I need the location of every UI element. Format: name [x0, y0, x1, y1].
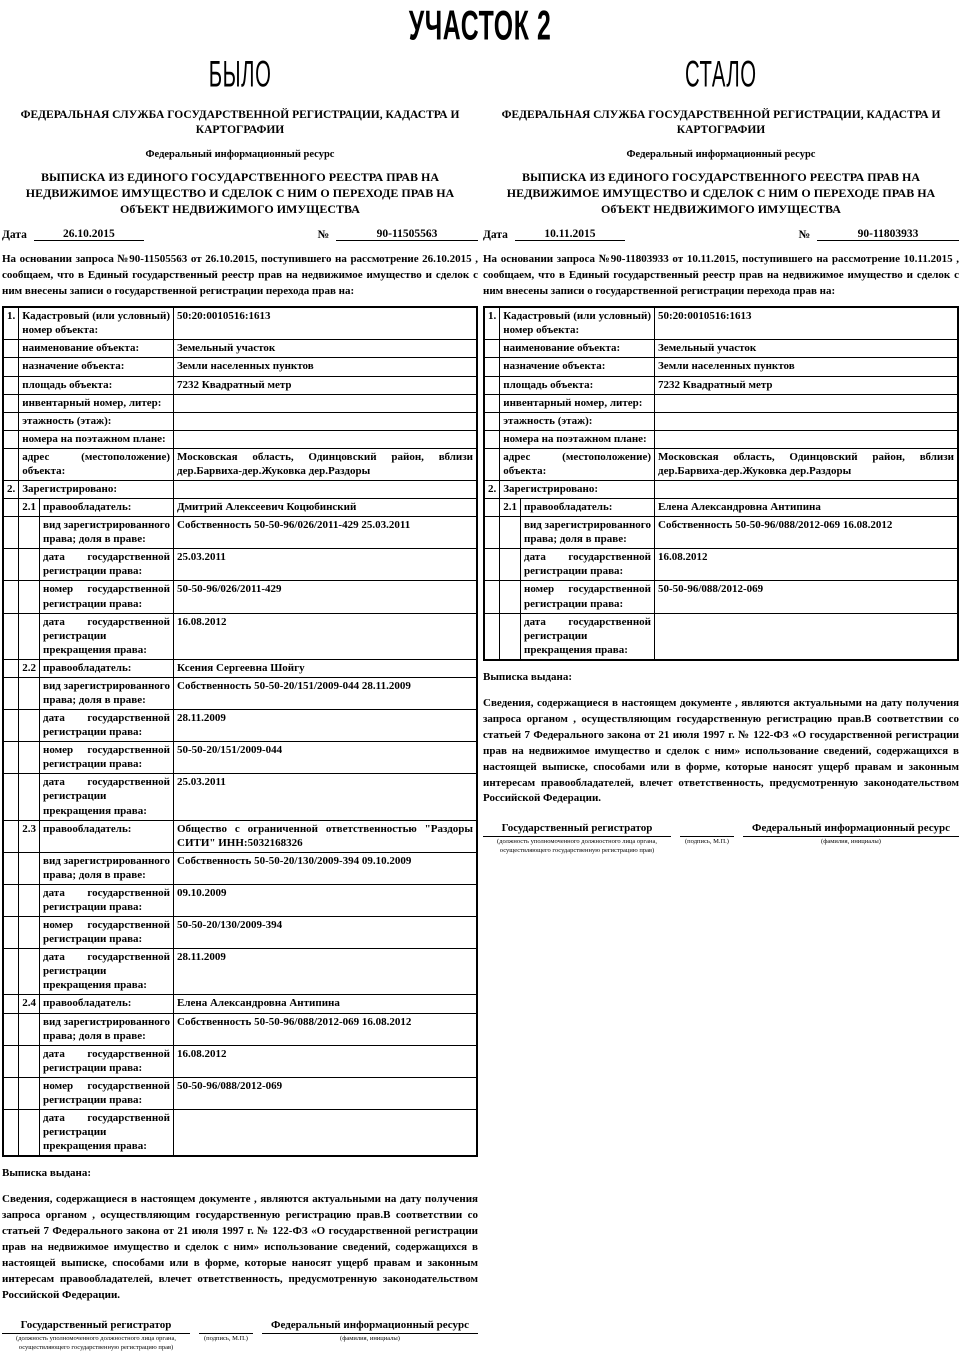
row-label: номера на поэтажном плане: — [19, 430, 174, 448]
row-subnumber: 2.2 — [19, 659, 40, 677]
row-value: 50-50-20/130/2009-394 — [174, 917, 478, 949]
comparison-columns — [0, 50, 960, 1352]
date-label: Дата — [483, 229, 508, 242]
row-subnumber: 2.3 — [19, 820, 40, 852]
row-value: 7232 Квадратный метр — [174, 376, 478, 394]
row-label: вид зарегистрированного права; доля в праве: — [40, 852, 174, 884]
legal-paragraph: Сведения, содержащиеся в настоящем документе , являются актуальными на дату получения запроса органом , осуществляющим государственную регистрацию прав.В соответствии со статьей 7 Федерального закона от 21 июля 1997 г. № 122-ФЗ «О государственной регистрации прав на недвижимое имущество и сделок с ним» использование сведений, содержащихся в настоящей выписке, способами или в форме, которые наносят ущерб правам и законным интересам правообладателей, влечет ответственность, предусмотренную законодательством Российской Федерации. — [2, 1193, 478, 1301]
number-value: 90-11505563 — [336, 228, 478, 241]
document-title: ВЫПИСКА ИЗ ЕДИНОГО ГОСУДАРСТВЕННОГО РЕЕСТРА ПРАВ НА НЕДВИЖИМОЕ ИМУЩЕСТВО И СДЕЛОК С НИМ О ПЕРЕХОДЕ ПРАВ НА ОбЪЕКТ НЕДВИЖИМОГО ИМУЩЕСТВА — [25, 169, 455, 216]
row-label: наименование объекта: — [19, 340, 174, 358]
document-title: ВЫПИСКА ИЗ ЕДИНОГО ГОСУДАРСТВЕННОГО РЕЕСТРА ПРАВ НА НЕДВИЖИМОЕ ИМУЩЕСТВО И СДЕЛОК С НИМ О ПЕРЕХОДЕ ПРАВ НА ОбЪЕКТ НЕДВИЖИМОГО ИМУЩЕСТВА — [506, 169, 936, 216]
row-value: 50-50-96/026/2011-429 — [174, 581, 478, 613]
row-label: адрес (местоположение) объекта: — [500, 448, 655, 480]
row-label: правообладатель: — [40, 820, 174, 852]
resource-signature-line: Федеральный информационный ресурс — [262, 1319, 478, 1334]
row-label: наименование объекта: — [500, 340, 655, 358]
row-value — [655, 430, 959, 448]
number-label: № — [798, 229, 810, 242]
row-label: номер государственной регистрации права: — [40, 742, 174, 774]
row-label: дата государственной регистрации права: — [521, 549, 655, 581]
row-label: номера на поэтажном плане: — [500, 430, 655, 448]
table-row — [3, 376, 477, 394]
intro-paragraph: На основании запроса №90-11803933 от 10.11.2015, поступившего на рассмотрение 10.11.2015 , сообщаем, что в Единый государственный реестр прав на недвижимое имущество и сделок с ним внесены записи о государственной регистрации перехода прав на: — [483, 253, 959, 297]
registrar-signature-line: Государственный регистратор — [483, 822, 671, 837]
row-value: Земельный участок — [174, 340, 478, 358]
table-row-section — [484, 480, 958, 498]
row-label: дата государственной регистрации прекращения права: — [521, 613, 655, 660]
row-value: Московская область, Одинцовский район, вблизи дер.Барвиха-дер.Жуковка дер.Раздоры — [655, 448, 959, 480]
issued-label: Выписка выдана: — [483, 670, 572, 683]
table-row — [484, 430, 958, 448]
table-row — [3, 949, 477, 995]
row-label: Кадастровый (или условный) номер объекта: — [19, 307, 174, 340]
row-label: дата государственной регистрации права: — [40, 884, 174, 916]
row-value: Московская область, Одинцовский район, вблизи дер.Барвиха-дер.Жуковка дер.Раздоры — [174, 448, 478, 480]
resource-caption: (фамилия, инициалы) — [821, 838, 881, 846]
table-row — [3, 917, 477, 949]
row-value: 25.03.2011 — [174, 549, 478, 581]
table-row — [3, 710, 477, 742]
table-row — [3, 581, 477, 613]
date-value: 10.11.2015 — [515, 228, 625, 241]
row-label: инвентарный номер, литер: — [19, 394, 174, 412]
row-value — [655, 412, 959, 430]
row-label: номер государственной регистрации права: — [40, 1077, 174, 1109]
date-number-row — [2, 228, 478, 241]
row-value: 16.08.2012 — [655, 549, 959, 581]
row-label: номер государственной регистрации права: — [40, 917, 174, 949]
table-row — [484, 448, 958, 480]
table-row — [3, 820, 477, 852]
row-value: Собственность 50-50-20/151/2009-044 28.11.2009 — [174, 677, 478, 709]
table-row — [484, 517, 958, 549]
resource-name: Федеральный информационный ресурс — [626, 148, 816, 160]
agency-name: ФЕДЕРАЛЬНАЯ СЛУЖБА ГОСУДАРСТВЕННОЙ РЕГИСТРАЦИИ, КАДАСТРА И КАРТОГРАФИИ — [20, 109, 460, 136]
row-value: Елена Александровна Антипина — [174, 995, 478, 1013]
row-label: этажность (этаж): — [19, 412, 174, 430]
registrar-caption: (должность уполномоченного должностного лица органа, осуществляющего государственную регистрацию прав) — [497, 838, 657, 855]
table-row — [3, 394, 477, 412]
number-value: 90-11803933 — [817, 228, 959, 241]
row-subnumber: 2.1 — [19, 499, 40, 517]
row-label: номер государственной регистрации права: — [40, 581, 174, 613]
row-number: 1. — [484, 307, 500, 340]
row-label: вид зарегистрированного права; доля в праве: — [40, 1013, 174, 1045]
row-label: дата государственной регистрации прекращения права: — [40, 1110, 174, 1157]
column-after-heading: СТАЛО — [685, 53, 757, 95]
resource-name: Федеральный информационный ресурс — [145, 148, 335, 160]
number-label: № — [317, 229, 329, 242]
registrar-caption: (должность уполномоченного должностного лица органа, осуществляющего государственную регистрацию прав) — [16, 1334, 176, 1351]
date-number-row — [483, 228, 959, 241]
table-row — [3, 995, 477, 1013]
row-value: 28.11.2009 — [174, 949, 478, 995]
row-label: правообладатель: — [521, 499, 655, 517]
row-label: адрес (местоположение) объекта: — [19, 448, 174, 480]
sign-caption: (подпись, М.П.) — [685, 838, 729, 846]
row-label: правообладатель: — [40, 995, 174, 1013]
issued-label: Выписка выдана: — [2, 1167, 91, 1180]
table-row — [484, 307, 958, 340]
table-row — [484, 358, 958, 376]
row-value: Общество с ограниченной ответственностью "Раздоры СИТИ" ИНН:5032168326 — [174, 820, 478, 852]
row-value — [655, 613, 959, 660]
row-value: Собственность 50-50-96/088/2012-069 16.08.2012 — [655, 517, 959, 549]
row-value — [174, 430, 478, 448]
agency-name: ФЕДЕРАЛЬНАЯ СЛУЖБА ГОСУДАРСТВЕННОЙ РЕГИСТРАЦИИ, КАДАСТРА И КАРТОГРАФИИ — [501, 109, 941, 136]
row-value: Собственность 50-50-96/088/2012-069 16.08.2012 — [174, 1013, 478, 1045]
row-value: 28.11.2009 — [174, 710, 478, 742]
table-row — [3, 1110, 477, 1157]
row-number: 2. — [3, 480, 19, 498]
column-after — [483, 50, 959, 1352]
table-row — [3, 448, 477, 480]
table-row-section — [3, 480, 477, 498]
table-row — [3, 358, 477, 376]
row-label: дата государственной регистрации прекращения права: — [40, 613, 174, 659]
date-value: 26.10.2015 — [34, 228, 144, 241]
row-value: 16.08.2012 — [174, 613, 478, 659]
row-label: вид зарегистрированного права; доля в праве: — [40, 517, 174, 549]
row-value — [174, 1110, 478, 1157]
table-row — [3, 852, 477, 884]
row-value: Елена Александровна Антипина — [655, 499, 959, 517]
row-value: 50-50-20/151/2009-044 — [174, 742, 478, 774]
row-label: вид зарегистрированного права; доля в праве: — [521, 517, 655, 549]
row-value: Земельный участок — [655, 340, 959, 358]
row-label: Зарегистрировано: — [500, 480, 655, 498]
signature-block — [2, 1319, 478, 1352]
sign-line — [680, 822, 734, 837]
page-header — [0, 4, 960, 50]
row-value: Земли населенных пунктов — [174, 358, 478, 376]
row-label: дата государственной регистрации прекращения права: — [40, 949, 174, 995]
row-subnumber: 2.1 — [500, 499, 521, 517]
row-label: дата государственной регистрации права: — [40, 549, 174, 581]
resource-caption: (фамилия, инициалы) — [340, 1334, 400, 1342]
row-label: инвентарный номер, литер: — [500, 394, 655, 412]
extract-table-after — [483, 306, 959, 661]
table-row — [3, 549, 477, 581]
row-value: 50-50-96/088/2012-069 — [174, 1077, 478, 1109]
table-row — [3, 613, 477, 659]
table-row — [484, 499, 958, 517]
table-row — [3, 412, 477, 430]
table-row — [484, 613, 958, 660]
row-value: Собственность 50-50-20/130/2009-394 09.10.2009 — [174, 852, 478, 884]
row-value — [655, 394, 959, 412]
row-label: правообладатель: — [40, 659, 174, 677]
row-label: Зарегистрировано: — [19, 480, 174, 498]
row-value: 25.03.2011 — [174, 774, 478, 820]
row-label: Кадастровый (или условный) номер объекта: — [500, 307, 655, 340]
row-value: 7232 Квадратный метр — [655, 376, 959, 394]
row-label: дата государственной регистрации прекращения права: — [40, 774, 174, 820]
row-value: 50:20:0010516:1613 — [655, 307, 959, 340]
row-subnumber: 2.4 — [19, 995, 40, 1013]
row-label: правообладатель: — [40, 499, 174, 517]
signature-block — [483, 822, 959, 856]
table-row — [3, 742, 477, 774]
row-value: 09.10.2009 — [174, 884, 478, 916]
table-row — [3, 677, 477, 709]
row-label: вид зарегистрированного права; доля в праве: — [40, 677, 174, 709]
row-label: дата государственной регистрации права: — [40, 710, 174, 742]
table-row — [3, 659, 477, 677]
page-title: УЧАСТОК 2 — [408, 2, 552, 50]
row-label: площадь объекта: — [19, 376, 174, 394]
row-number: 2. — [484, 480, 500, 498]
table-row — [3, 307, 477, 340]
legal-paragraph: Сведения, содержащиеся в настоящем документе , являются актуальными на дату получения запроса органом , осуществляющим государственную регистрацию прав.В соответствии со статьей 7 Федерального закона от 21 июля 1997 г. № 122-ФЗ «О государственной регистрации прав на недвижимое имущество и сделок с ним» использование сведений, содержащихся в настоящей выписке, способами или в форме, которые наносят ущерб правам и законным интересам правообладателей, влечет ответственность, предусмотренную законодательством Российской Федерации. — [483, 696, 959, 805]
row-value: Ксения Сергеевна Шойгу — [174, 659, 478, 677]
sign-caption: (подпись, М.П.) — [204, 1334, 248, 1342]
row-label: этажность (этаж): — [500, 412, 655, 430]
resource-signature-line: Федеральный информационный ресурс — [743, 822, 959, 837]
row-value: Земли населенных пунктов — [655, 358, 959, 376]
extract-table-before — [2, 306, 478, 1157]
row-value: 50-50-96/088/2012-069 — [655, 581, 959, 613]
registrar-signature-line: Государственный регистратор — [2, 1319, 190, 1334]
table-row — [484, 549, 958, 581]
table-row — [484, 581, 958, 613]
sign-line — [199, 1319, 253, 1334]
row-label: назначение объекта: — [500, 358, 655, 376]
row-label: номер государственной регистрации права: — [521, 581, 655, 613]
row-value: 16.08.2012 — [174, 1045, 478, 1077]
row-number: 1. — [3, 307, 19, 340]
table-row — [3, 774, 477, 820]
table-row — [3, 499, 477, 517]
column-before — [2, 50, 478, 1352]
row-value: 50:20:0010516:1613 — [174, 307, 478, 340]
table-row — [3, 1013, 477, 1045]
table-row — [484, 376, 958, 394]
table-row — [3, 517, 477, 549]
column-before-heading: БЫЛО — [208, 53, 272, 95]
row-value — [174, 412, 478, 430]
table-row — [484, 340, 958, 358]
table-row — [3, 1077, 477, 1109]
row-label: назначение объекта: — [19, 358, 174, 376]
table-row — [484, 412, 958, 430]
date-label: Дата — [2, 229, 27, 242]
table-row — [3, 430, 477, 448]
table-row — [3, 1045, 477, 1077]
table-row — [3, 884, 477, 916]
table-row — [3, 340, 477, 358]
table-row — [484, 394, 958, 412]
row-value: Собственность 50-50-96/026/2011-429 25.03.2011 — [174, 517, 478, 549]
row-label: дата государственной регистрации права: — [40, 1045, 174, 1077]
row-label: площадь объекта: — [500, 376, 655, 394]
intro-paragraph: На основании запроса №90-11505563 от 26.10.2015, поступившего на рассмотрение 26.10.2015 , сообщаем, что в Единый государственный реестр прав на недвижимое имущество и сделок с ним внесены записи о государственной регистрации перехода прав на: — [2, 253, 478, 297]
row-value: Дмитрий Алексеевич Коцюбинский — [174, 499, 478, 517]
row-value — [174, 394, 478, 412]
